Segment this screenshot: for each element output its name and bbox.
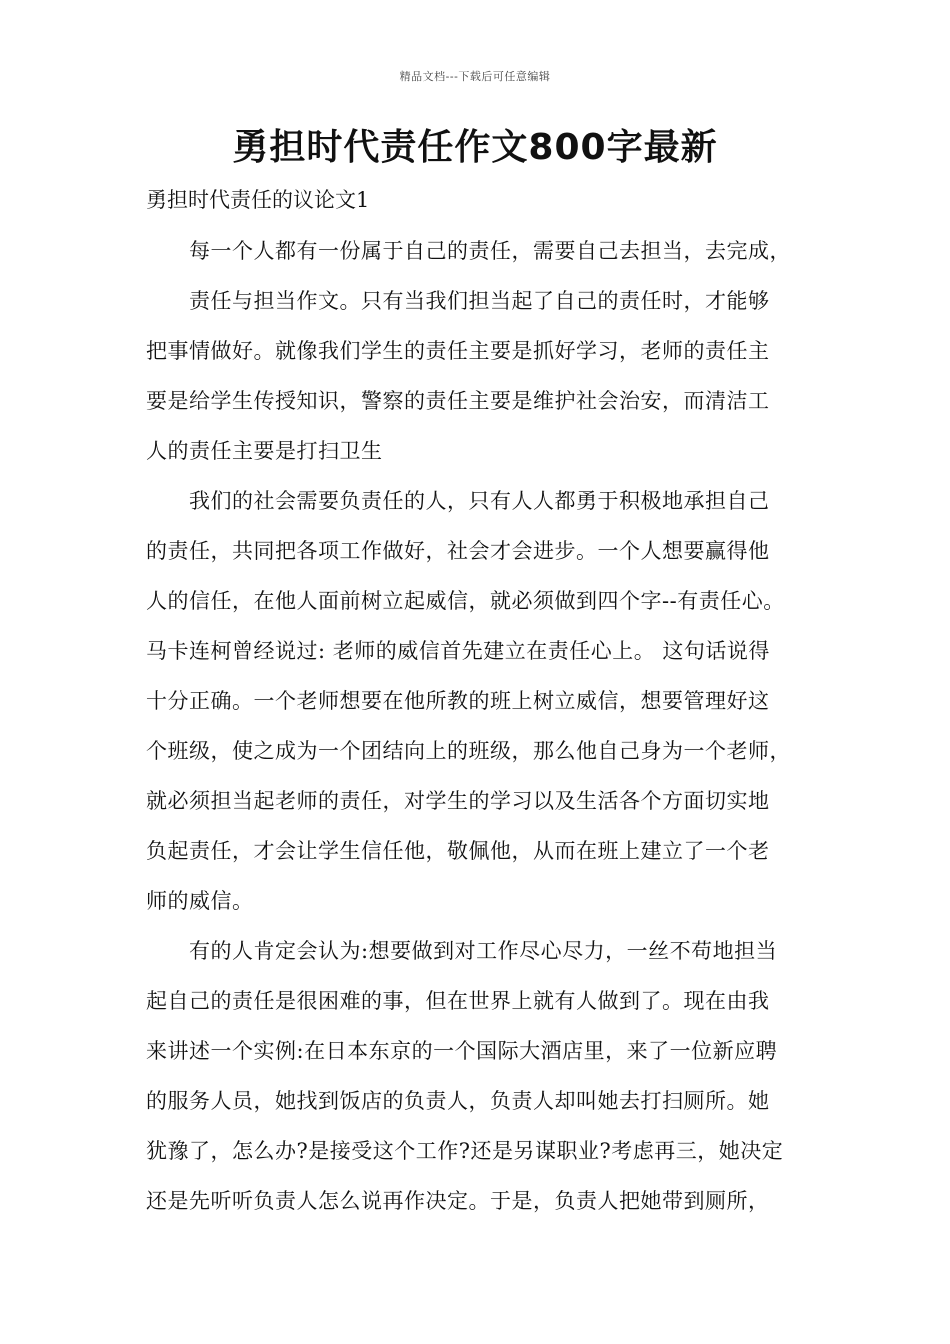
text-line: 人的责任主要是打扫卫生: [146, 439, 383, 463]
text-line: 的服务人员，她找到饭店的负责人，负责人却叫她去打扫厕所。她: [146, 1089, 770, 1113]
text-line: 负起责任，才会让学生信任他，敬佩他，从而在班上建立了一个老: [146, 839, 770, 863]
text-line: 马卡连柯曾经说过: 老师的威信首先建立在责任心上。 这句话说得: [146, 639, 770, 663]
text-line: 人的信任，在他人面前树立起威信，就必须做到四个字--有责任心。: [146, 589, 785, 613]
text-line: 十分正确。一个老师想要在他所教的班上树立威信，想要管理好这: [146, 689, 770, 713]
text-line: 责任与担当作文。只有当我们担当起了自己的责任时，才能够: [146, 289, 770, 313]
text-line: 我们的社会需要负责任的人，只有人人都勇于积极地承担自己: [146, 489, 770, 513]
text-line: 个班级，使之成为一个团结向上的班级，那么他自己身为一个老师，: [146, 739, 791, 763]
text-line: 每一个人都有一份属于自己的责任，需要自己去担当，去完成，: [146, 239, 791, 263]
text-line: 起自己的责任是很困难的事，但在世界上就有人做到了。现在由我: [146, 989, 770, 1013]
text-line: 师的威信。: [146, 889, 254, 913]
document-title: 勇担时代责任作文800字最新: [232, 127, 718, 168]
text-line: 就必须担当起老师的责任，对学生的学习以及生活各个方面切实地: [146, 789, 770, 813]
text-line: 有的人肯定会认为:想要做到对工作尽心尽力，一丝不苟地担当: [146, 939, 778, 963]
text-line: 的责任，共同把各项工作做好，社会才会进步。一个人想要赢得他: [146, 539, 770, 563]
body-text: [146, 226, 828, 1226]
text-line: 来讲述一个实例:在日本东京的一个国际大酒店里，来了一位新应聘: [146, 1039, 778, 1063]
text-line: 还是先听听负责人怎么说再作决定。于是，负责人把她带到厕所，: [146, 1189, 770, 1213]
text-line: 把事情做好。就像我们学生的责任主要是抓好学习，老师的责任主: [146, 339, 770, 363]
header-note: 精品文档---下载后可任意编辑: [399, 70, 551, 83]
text-line: 要是给学生传授知识，警察的责任主要是维护社会治安，而清洁工: [146, 389, 770, 413]
section-subtitle: 勇担时代责任的议论文1: [146, 188, 370, 212]
text-line: 犹豫了，怎么办?是接受这个工作?还是另谋职业?考虑再三，她决定: [146, 1139, 784, 1163]
